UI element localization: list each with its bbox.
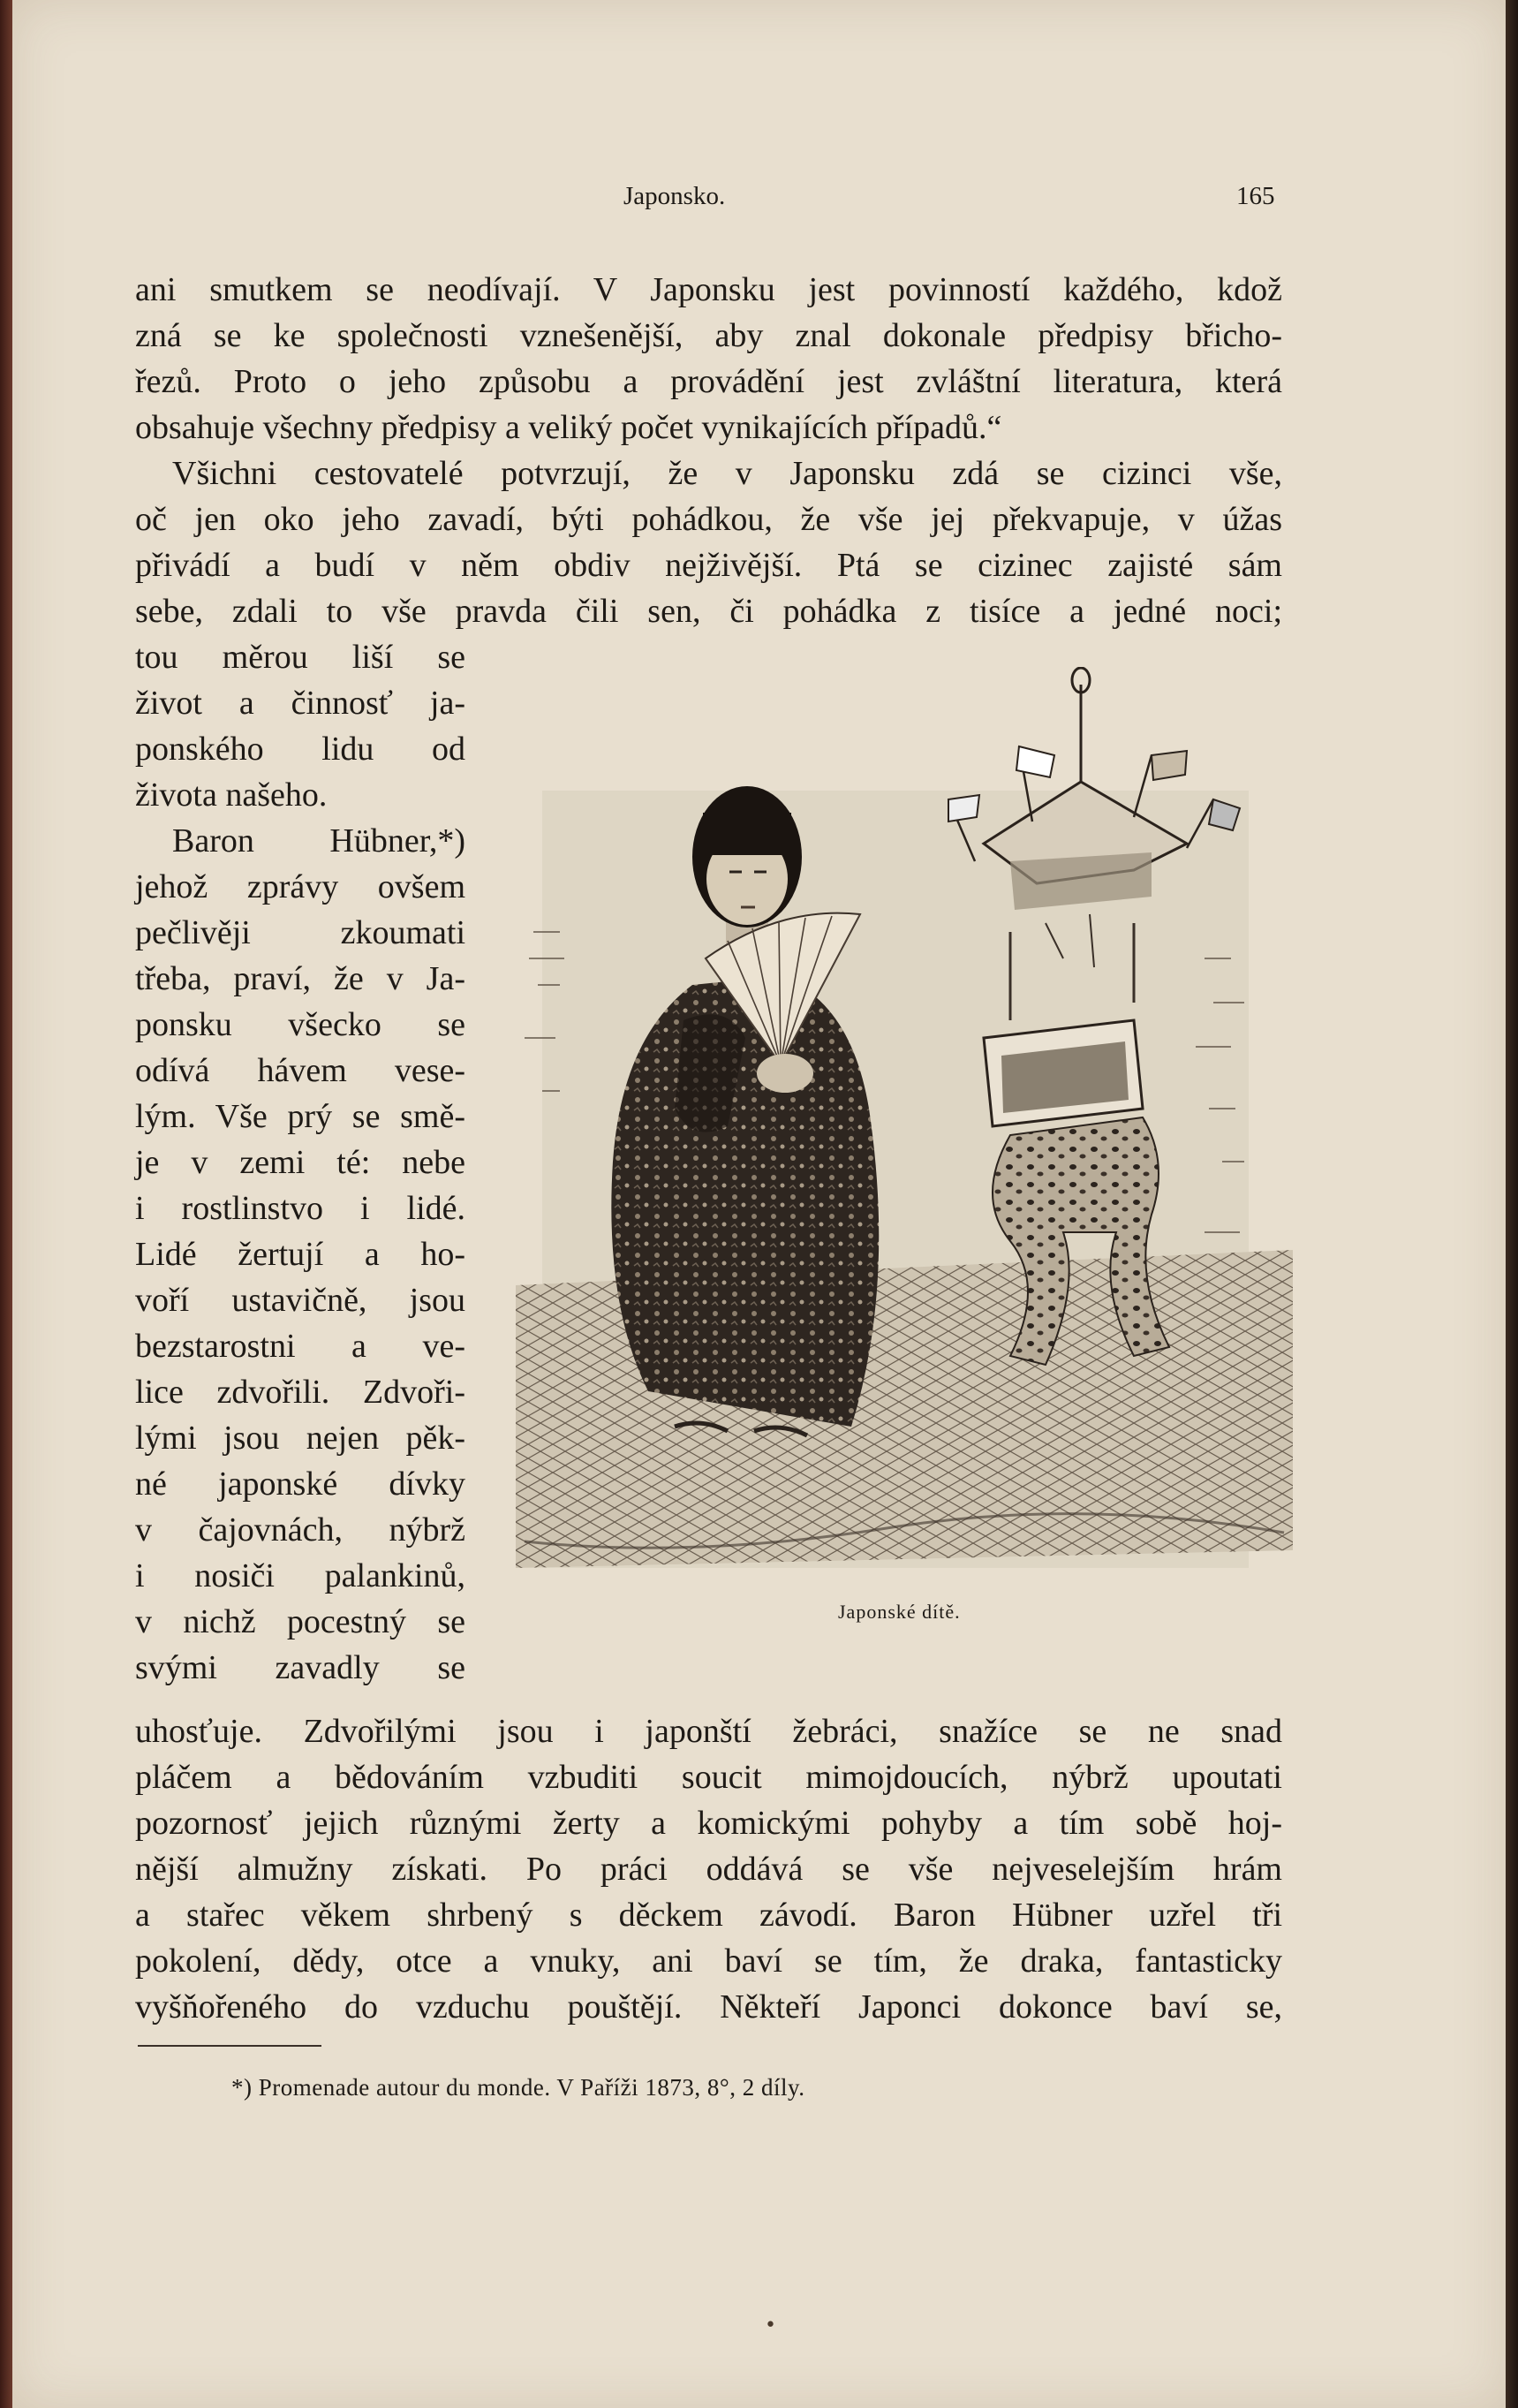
text-line: v čajovnách, nýbrž xyxy=(135,1511,465,1549)
text-line: i nosiči palankinů, xyxy=(135,1557,465,1594)
text-line: nější almužny získati. Po práci oddává se vše nejveselejším hrám xyxy=(135,1851,1282,1888)
text-line: voří ustavičně, jsou xyxy=(135,1282,465,1319)
page-number: 165 xyxy=(1236,182,1275,210)
book-page xyxy=(12,0,1506,2408)
footnote: *) Promenade autour du monde. V Paříži 1873, 8°, 2 díly. xyxy=(231,2074,805,2101)
text-line: třeba, praví, že v Ja- xyxy=(135,960,465,997)
page-speck: • xyxy=(765,2314,776,2336)
text-line: i rostlinstvo i lidé. xyxy=(135,1190,465,1227)
text-line: ani smutkem se neodívají. V Japonsku jest povinností každého, kdož xyxy=(135,271,1282,308)
text-line: řezů. Proto o jeho způsobu a provádění jest zvláštní literatura, která xyxy=(135,363,1282,400)
text-line: přivádí a budí v něm obdiv nejživější. Ptá se cizinec zajisté sám xyxy=(135,547,1282,584)
text-line: né japonské dívky xyxy=(135,1465,465,1503)
figure-caption: Japonské dítě. xyxy=(838,1601,961,1623)
text-line: sebe, zdali to vše pravda čili sen, či pohádka z tisíce a jedné noci; xyxy=(135,593,1282,630)
text-line: život a činnosť ja- xyxy=(135,685,465,722)
text-line: v nichž pocestný se xyxy=(135,1603,465,1640)
paragraph-side xyxy=(135,634,465,1691)
text-line: pozornosť jejich různými žerty a komickými pohyby a tím sobě hoj- xyxy=(135,1805,1282,1842)
text-line: lým. Vše prý se smě- xyxy=(135,1098,465,1135)
text-line: obsahuje všechny předpisy a veliký počet vynikajících případů.“ xyxy=(135,409,1002,446)
text-line: je v zemi té: nebe xyxy=(135,1144,465,1181)
text-line: oč jen oko jeho zavadí, býti pohádkou, že vše jej překvapuje, v úžas xyxy=(135,501,1282,538)
text-line: života našeho. xyxy=(135,776,328,814)
text-line: Lidé žertují a ho- xyxy=(135,1236,465,1273)
text-line: Baron Hübner,*) xyxy=(172,822,465,859)
footnote-rule xyxy=(138,2045,321,2047)
text-line: uhosťuje. Zdvořilými jsou i japonští žebráci, snažíce se ne snad xyxy=(135,1713,1282,1750)
running-title: Japonsko. xyxy=(623,182,726,210)
text-line: odívá hávem vese- xyxy=(135,1052,465,1089)
text-line: ponsku všecko se xyxy=(135,1006,465,1043)
text-line: a stařec věkem shrbený s děckem závodí. Baron Hübner uzřel tři xyxy=(135,1897,1282,1934)
text-line: lice zdvořili. Zdvoři- xyxy=(135,1374,465,1411)
book-edge-right xyxy=(1506,0,1518,2408)
text-line: ponského lidu od xyxy=(135,731,465,768)
book-spine-left xyxy=(0,0,12,2408)
text-line: jehož zprávy ovšem xyxy=(135,868,465,905)
text-line: pečlivěji zkoumati xyxy=(135,914,465,951)
text-line: vyšňořeného do vzduchu pouštějí. Někteří Japonci dokonce baví se, xyxy=(135,1988,1282,2026)
text-line: pláčem a bědováním vzbuditi soucit mimojdoucích, nýbrž upoutati xyxy=(135,1759,1282,1796)
paragraph-bottom xyxy=(135,1708,1282,2030)
text-line: Všichni cestovatelé potvrzují, že v Japonsku zdá se cizinci vše, xyxy=(172,455,1282,492)
text-line: pokolení, dědy, otce a vnuky, ani baví se tím, že draka, fantasticky xyxy=(135,1942,1282,1980)
text-line: zná se ke společnosti vznešenější, aby znal dokonale předpisy břicho- xyxy=(135,317,1282,354)
text-line: svými zavadly se xyxy=(135,1649,465,1686)
text-line: bezstarostni a ve- xyxy=(135,1328,465,1365)
illustration-japanese-child xyxy=(516,667,1293,1586)
paragraph-top xyxy=(135,267,1282,634)
text-line: tou měrou liší se xyxy=(135,639,465,676)
text-line: lými jsou nejen pěk- xyxy=(135,1420,465,1457)
